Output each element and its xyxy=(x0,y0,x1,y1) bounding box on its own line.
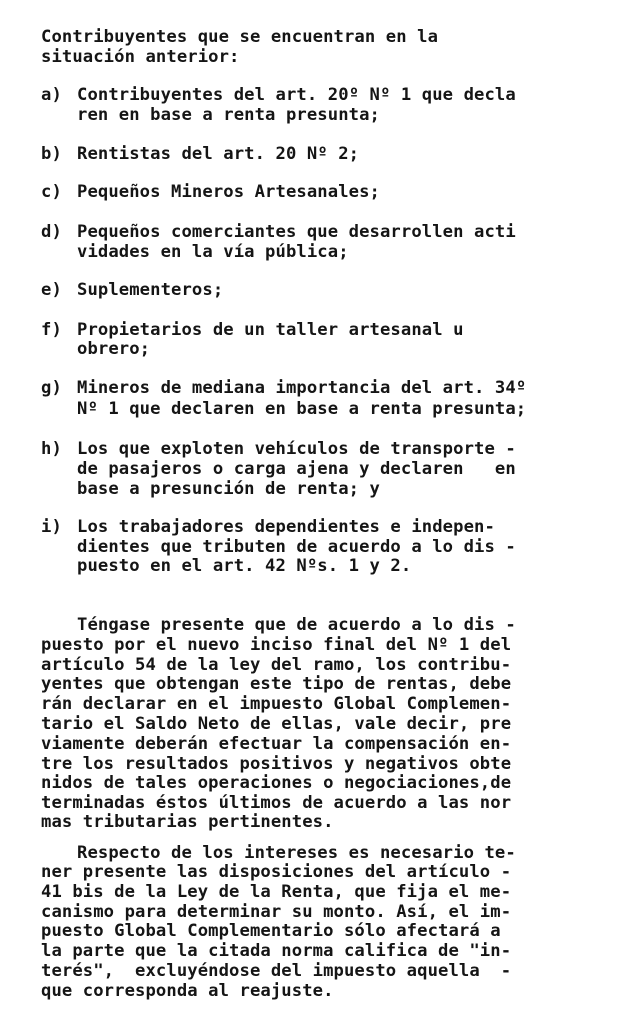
paragraph-1-line: nidos de tales operaciones o negociaciones,de xyxy=(41,773,512,793)
item-c-line: Pequeños Mineros Artesanales; xyxy=(77,182,380,202)
item-label-d: d) xyxy=(41,222,62,242)
paragraph-1-line: artículo 54 de la ley del ramo, los contribu- xyxy=(41,655,512,675)
item-label-g: g) xyxy=(41,378,62,398)
item-label-a: a) xyxy=(41,85,62,105)
item-label-h: h) xyxy=(41,439,62,459)
item-label-i: i) xyxy=(41,517,62,537)
item-a-line: ren en base a renta presunta; xyxy=(77,105,380,125)
intro-line: Contribuyentes que se encuentran en la xyxy=(41,27,439,47)
item-d-line: Pequeños comerciantes que desarrollen acti xyxy=(77,222,516,242)
item-i-line: dientes que tributen de acuerdo a lo dis - xyxy=(77,537,516,557)
item-e-line: Suplementeros; xyxy=(77,280,224,300)
item-g-line: Mineros de mediana importancia del art. 34º xyxy=(77,378,527,398)
paragraph-2-line: terés", excluyéndose del impuesto aquella - xyxy=(41,961,512,981)
item-label-b: b) xyxy=(41,144,62,164)
paragraph-1-line: mas tributarias pertinentes. xyxy=(41,812,334,832)
item-i-line: puesto en el art. 42 Nºs. 1 y 2. xyxy=(77,556,412,576)
paragraph-1-line: terminadas éstos últimos de acuerdo a las nor xyxy=(41,793,512,813)
paragraph-1-line: rán declarar en el impuesto Global Complemen- xyxy=(41,694,512,714)
item-f-line: obrero; xyxy=(77,339,151,359)
item-i-line: Los trabajadores dependientes e indepen- xyxy=(77,517,495,537)
paragraph-1-line: tario el Saldo Neto de ellas, vale decir, pre xyxy=(41,714,512,734)
item-b-line: Rentistas del art. 20 Nº 2; xyxy=(77,144,360,164)
paragraph-2-line: que corresponda al reajuste. xyxy=(41,981,334,1001)
paragraph-2-line: 41 bis de la Ley de la Renta, que fija el me- xyxy=(41,882,512,902)
paragraph-1-line: yentes que obtengan este tipo de rentas, debe xyxy=(41,674,512,694)
item-d-line: vidades en la vía pública; xyxy=(77,242,349,262)
item-h-line: base a presunción de renta; y xyxy=(77,479,380,499)
item-a-line: Contribuyentes del art. 20º Nº 1 que decla xyxy=(77,85,516,105)
paragraph-2-line: ner presente las disposiciones del artículo - xyxy=(41,862,512,882)
item-label-c: c) xyxy=(41,182,62,202)
item-h-line: de pasajeros o carga ajena y declaren en xyxy=(77,459,516,479)
item-label-e: e) xyxy=(41,280,62,300)
paragraph-2-line: la parte que la citada norma califica de "in- xyxy=(41,941,512,961)
paragraph-1-line: Téngase presente que de acuerdo a lo dis - xyxy=(77,615,516,635)
paragraph-1-line: viamente deberán efectuar la compensación en- xyxy=(41,734,512,754)
paragraph-1-line: puesto por el nuevo inciso final del Nº 1 del xyxy=(41,635,512,655)
paragraph-2-line: Respecto de los intereses es necesario te- xyxy=(77,843,516,863)
item-g-line: Nº 1 que declaren en base a renta presunta; xyxy=(77,399,527,419)
item-label-f: f) xyxy=(41,320,62,340)
intro-line: situación anterior: xyxy=(41,47,240,67)
item-h-line: Los que exploten vehículos de transporte - xyxy=(77,439,516,459)
paragraph-1-line: tre los resultados positivos y negativos obte xyxy=(41,754,512,774)
paragraph-2-line: puesto Global Complementario sólo afectará a xyxy=(41,921,501,941)
paragraph-2-line: canismo para determinar su monto. Así, el im- xyxy=(41,902,512,922)
item-f-line: Propietarios de un taller artesanal u xyxy=(77,320,464,340)
